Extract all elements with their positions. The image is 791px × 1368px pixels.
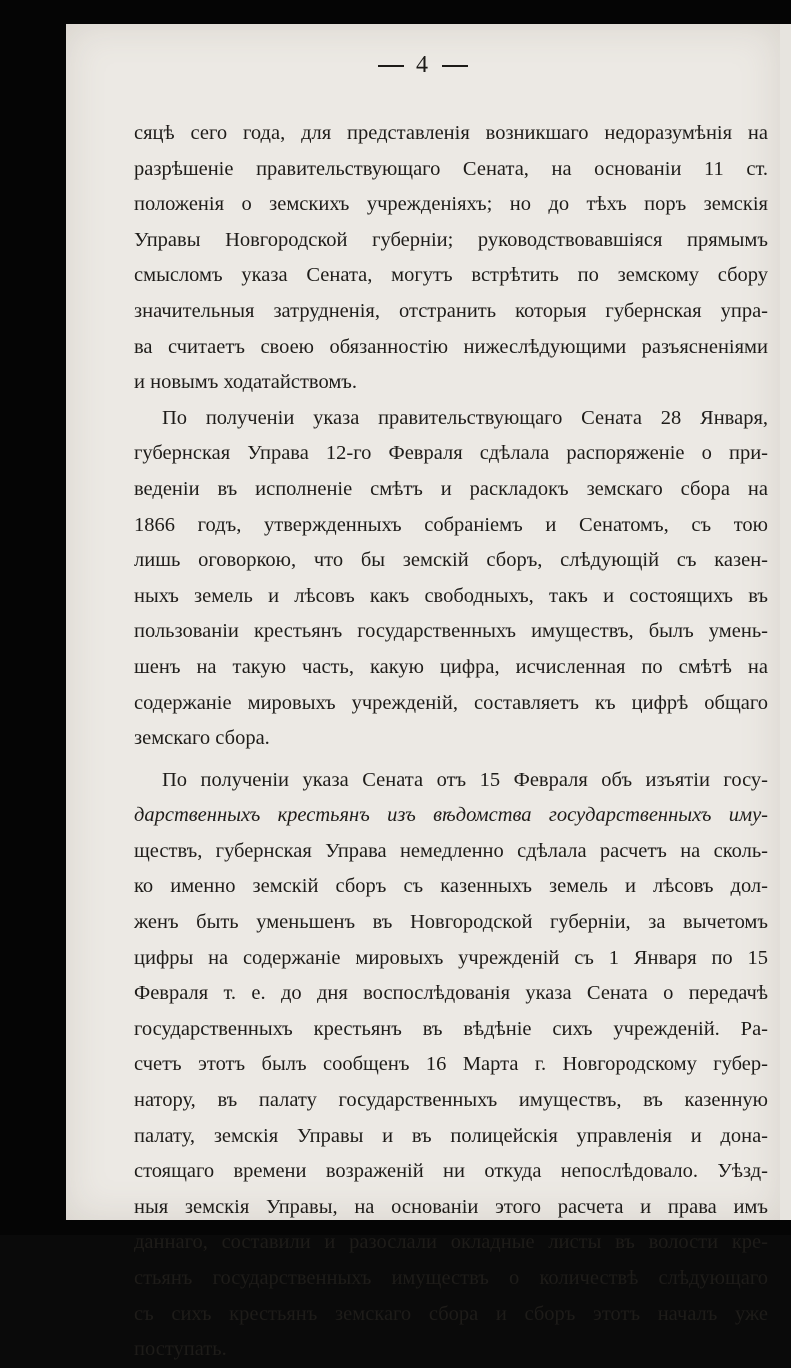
text-line: и новымъ ходатайствомъ. bbox=[134, 371, 358, 394]
text-line: цифры на содержаніе мировыхъ учрежденій съ 1 Января по 15 bbox=[134, 946, 768, 969]
text-line: земскаго сбора. bbox=[134, 727, 270, 750]
paragraph-3 bbox=[134, 763, 768, 1368]
text-line: ва считаетъ своею обязанностію нижеслѣдующими разъясненіями bbox=[134, 335, 768, 358]
text-line: государственныхъ крестьянъ въ вѣдѣніе сихъ учрежденій. Ра- bbox=[134, 1017, 768, 1040]
text-line: съ сихъ крестьянъ земскаго сбора и сборъ этотъ началъ уже bbox=[134, 1302, 768, 1325]
page-number-header bbox=[66, 52, 780, 79]
document-page bbox=[66, 24, 780, 1361]
paragraph-2 bbox=[134, 401, 768, 757]
text-line: губернская Управа 12-го Февраля сдѣлала распоряженіе о при- bbox=[134, 442, 768, 465]
text-line: палату, земскія Управы и въ полицейскія управленія и дона- bbox=[134, 1124, 768, 1147]
text-line: лишь оговоркою, что бы земскій сборъ, слѣдующій съ казен- bbox=[134, 549, 768, 572]
text-line: содержаніе мировыхъ учрежденій, составляетъ къ цифрѣ общаго bbox=[134, 691, 768, 714]
text-line: положенія о земскихъ учрежденіяхъ; но до тѣхъ поръ земскія bbox=[134, 193, 768, 216]
text-line: ныхъ земель и лѣсовъ какъ свободныхъ, такъ и состоящихъ въ bbox=[134, 584, 768, 607]
text-line: шенъ на такую часть, какую цифра, исчисленная по смѣтѣ на bbox=[134, 655, 768, 678]
text-line: ныя земскія Управы, на основаніи этого расчета и права имъ bbox=[134, 1195, 768, 1218]
text-line: По полученіи указа правительствующаго Сената 28 Января, bbox=[162, 406, 768, 429]
text-line: Февраля т. е. до дня воспослѣдованія указа Сената о передачѣ bbox=[134, 982, 768, 1005]
page-number-dash-left bbox=[378, 65, 404, 67]
text-line: натору, въ палату государственныхъ имуществъ, въ казенную bbox=[134, 1089, 768, 1112]
facing-page-edge bbox=[780, 24, 791, 1220]
paragraph-1 bbox=[134, 116, 768, 401]
text-line: счетъ этотъ былъ сообщенъ 16 Марта г. Новгородскому губер- bbox=[134, 1053, 768, 1076]
text-line: поступать. bbox=[134, 1338, 227, 1361]
text-line: пользованіи крестьянъ государственныхъ имуществъ, былъ умень- bbox=[134, 620, 768, 643]
page-number-dash-right bbox=[442, 65, 468, 67]
text-line: Управы Новгородской губерніи; руководствовавшіяся прямымъ bbox=[134, 228, 768, 251]
body-text bbox=[134, 116, 768, 1368]
text-line: разрѣшеніе правительствующаго Сената, на основаніи 11 ст. bbox=[134, 157, 768, 180]
text-line: 1866 годъ, утвержденныхъ собраніемъ и Сенатомъ, съ тою bbox=[134, 513, 768, 536]
text-line: сяцѣ сего года, для представленія возникшаго недоразумѣнія на bbox=[134, 122, 768, 144]
text-line-italic: дарственныхъ крестьянъ изъ вѣдомства государственныхъ иму- bbox=[134, 804, 768, 827]
text-line: ществъ, губернская Управа немедленно сдѣлала расчетъ на сколь- bbox=[134, 839, 768, 862]
page-number: 4 bbox=[416, 52, 430, 78]
text-line: стьянъ государственныхъ имуществъ о количествѣ слѣдующаго bbox=[134, 1267, 768, 1289]
text-line: даннаго, составили и разослали окладные листы въ волости кре- bbox=[134, 1231, 768, 1254]
text-line: стоящаго времени возраженій ни откуда непослѣдовало. Уѣзд- bbox=[134, 1160, 768, 1183]
text-line: ко именно земскій сборъ съ казенныхъ земель и лѣсовъ дол- bbox=[134, 875, 768, 898]
text-line: веденіи въ исполненіе смѣтъ и раскладокъ земскаго сбора на bbox=[134, 477, 768, 500]
text-line: По полученіи указа Сената отъ 15 Февраля объ изъятіи госу- bbox=[162, 768, 768, 791]
text-line: смысломъ указа Сената, могутъ встрѣтить по земскому сбору bbox=[134, 264, 768, 287]
text-line: значительныя затрудненія, отстранить которыя губернская упра- bbox=[134, 299, 768, 322]
text-line: женъ быть уменьшенъ въ Новгородской губерніи, за вычетомъ bbox=[134, 911, 768, 934]
